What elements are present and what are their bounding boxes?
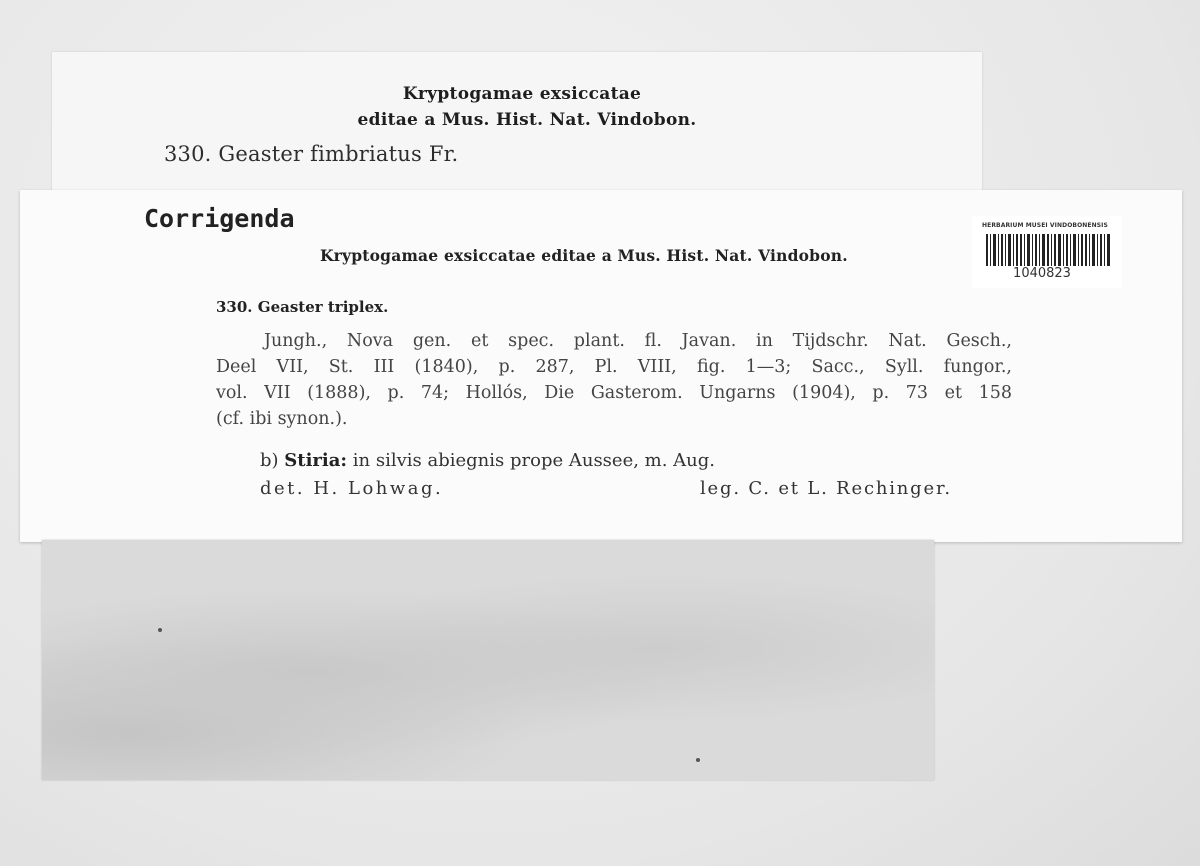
locality-text: in silvis abiegnis prope Aussee, m. Aug. bbox=[347, 450, 716, 471]
barcode-label bbox=[972, 216, 1122, 288]
corrigenda-title: Corrigenda bbox=[144, 204, 295, 233]
reference-line: vol. VII (1888), p. 74; Hollós, Die Gasterom. Ungarns (1904), p. 73 et 158 bbox=[216, 383, 1012, 403]
label-species: 330. Geaster fimbriatus Fr. bbox=[164, 142, 459, 166]
specimen-packet bbox=[42, 540, 934, 780]
reference-line: (cf. ibi synon.). bbox=[216, 409, 348, 429]
corrigenda-species: 330. Geaster triplex. bbox=[216, 298, 389, 316]
locality-prefix: b) bbox=[260, 450, 285, 471]
reference-line: Deel VII, St. III (1840), p. 287, Pl. VIII, fig. 1—3; Sacc., Syll. fungor., bbox=[216, 357, 1012, 377]
barcode-number: 1040823 bbox=[1013, 266, 1071, 281]
exsiccata-label bbox=[52, 52, 982, 192]
locality bbox=[260, 450, 715, 471]
collector: leg. C. et L. Rechinger. bbox=[700, 478, 952, 499]
reference-line: Jungh., Nova gen. et spec. plant. fl. Javan. in Tijdschr. Nat. Gesch., bbox=[264, 331, 1012, 351]
label-heading-line2: editae a Mus. Hist. Nat. Vindobon. bbox=[357, 110, 697, 130]
specimen-fragment bbox=[696, 758, 700, 762]
barcode-title: HERBARIUM MUSEI VINDOBONENSIS bbox=[982, 222, 1108, 229]
determiner: det. H. Lohwag. bbox=[260, 478, 444, 499]
corrigenda-references bbox=[216, 328, 1012, 432]
label-heading-line1: Kryptogamae exsiccatae bbox=[402, 84, 642, 104]
locality-region: Stiria: bbox=[284, 450, 348, 471]
specimen-fragment bbox=[158, 628, 162, 632]
barcode-icon bbox=[986, 234, 1110, 266]
corrigenda-subtitle: Kryptogamae exsiccatae editae a Mus. Hist. Nat. Vindobon. bbox=[320, 246, 848, 265]
